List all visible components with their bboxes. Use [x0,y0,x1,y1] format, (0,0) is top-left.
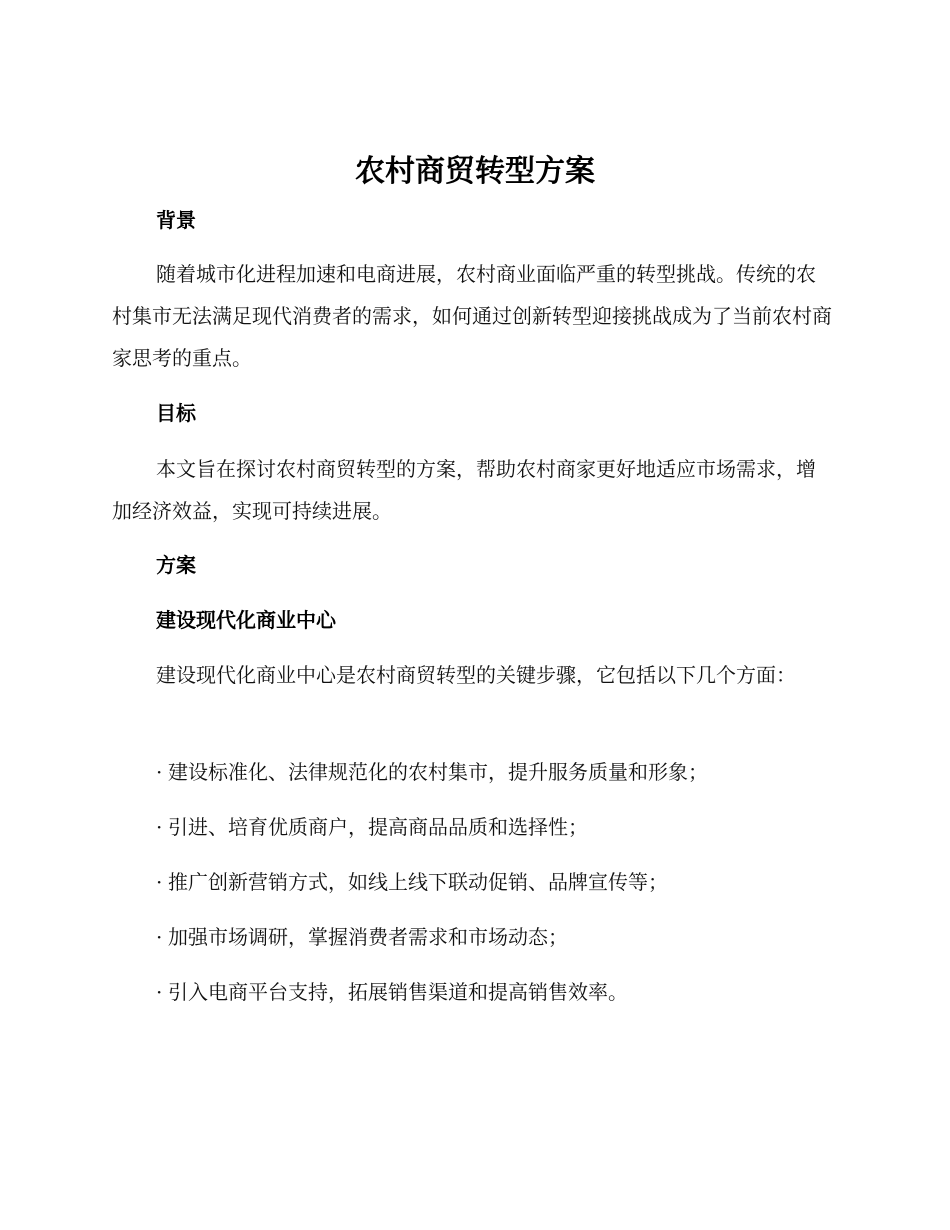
list-item-text: 建设标准化、法律规范化的农村集市，提升服务质量和形象； [168,760,708,784]
subheading-commercial-center: 建设现代化商业中心 [156,608,336,632]
list-item-text: 加强市场调研，掌握消费者需求和市场动态； [168,925,568,949]
bullet-marker: · [156,980,163,1004]
list-item [156,977,628,1007]
list-item [156,867,668,897]
paragraph-background: 随着城市化进程加速和电商进展，农村商业面临严重的转型挑战。传统的农村集市无法满足现代消费者的需求，如何通过创新转型迎接挑战成为了当前农村商家思考的重点。 [112,262,832,370]
paragraph-goal: 本文旨在探讨农村商贸转型的方案，帮助农村商家更好地适应市场需求，增加经济效益，实现可持续进展。 [112,457,816,523]
list-item-text: 引入电商平台支持，拓展销售渠道和提高销售效率。 [168,980,628,1004]
list-item [156,922,568,952]
list-item [156,757,708,787]
list-item-text: 引进、培育优质商户，提高商品品质和选择性； [168,815,588,839]
list-item [156,812,588,842]
bullet-marker: · [156,925,163,949]
bullet-marker: · [156,870,163,894]
heading-background: 背景 [156,208,196,232]
bullet-marker: · [156,815,163,839]
paragraph-plan-intro: 建设现代化商业中心是农村商贸转型的关键步骤，它包括以下几个方面： [156,663,796,687]
heading-plan: 方案 [156,553,196,577]
heading-goal: 目标 [156,401,196,425]
bullet-marker: · [156,760,163,784]
list-item-text: 推广创新营销方式，如线上线下联动促销、品牌宣传等； [168,870,668,894]
document-title: 农村商贸转型方案 [355,154,595,189]
